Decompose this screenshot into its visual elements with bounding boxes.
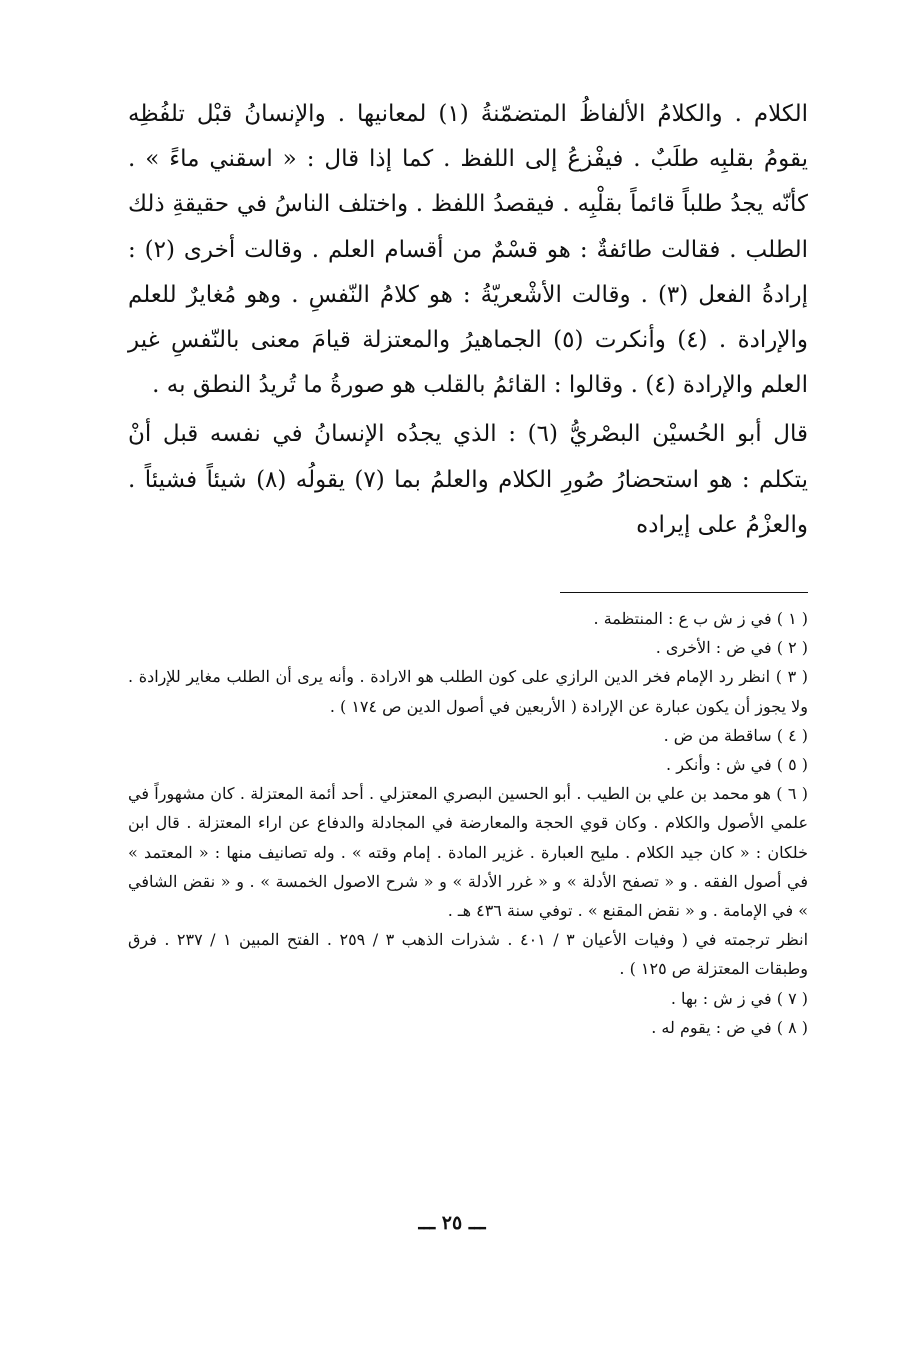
footnote-6: ( ٦ ) هو محمد بن علي بن الطيب . أبو الحسين البصري المعتزلي . أحد أئمة المعتزلة . كان مشهوراً في علمي الأصول والكلام . وكان قوي الحجة والمعارضة في المجادلة والدفاع عن اراء المعتزلة . قال ابن خلكان : « كان جيد الكلام . مليح العبارة . غزير المادة . إمام وقته » . وله تصانيف منها : « المعتمد » في أصول الفقه . و « تصفح الأدلة » و « غرر الأدلة » و « شرح الاصول الخمسة » . و « نقض الشافي » في الإمامة . و « نقض المقنع » . توفي سنة ٤٣٦ هـ . — [128, 784, 809, 921]
footnote-5: ( ٥ ) في ش : وأنكر . — [666, 755, 808, 775]
footnote-3: ( ٣ ) انظر رد الإمام فخر الدين الرازي على كون الطلب هو الارادة . وأنه يرى أن الطلب مغاير للإرادة . ولا يجوز أن يكون عبارة عن الإرادة ( الأربعين في أصول الدين ص ١٧٤ ) . — [128, 667, 809, 716]
footnote-6-references: انظر ترجمته في ( وفيات الأعيان ٣ / ٤٠١ . شذرات الذهب ٣ / ٢٥٩ . الفتح المبين ١ / ٢٣٧ . فرق وطبقات المعتزلة ص ١٢٥ ) . — [128, 930, 809, 979]
footnotes — [128, 604, 808, 1042]
footnote-8: ( ٨ ) في ض : يقوم له . — [651, 1017, 808, 1037]
footnote-1: ( ١ ) في ز ش ب ع : المنتظمة . — [593, 609, 808, 628]
footnote-2: ( ٢ ) في ض : الأخرى . — [655, 638, 808, 658]
footnote-7: ( ٧ ) في ز ش : بها . — [670, 988, 808, 1008]
paragraph-2: قال أبو الحُسيْن البصْريُّ (٦) : الذي يجدُه الإنسانُ في نفسه قبل أنْ يتكلم : هو استحضارُ صُورِ الكلام والعلمُ بما (٧) يقولُه (٨) شيئاً فشيئاً . والعزْمُ على إيراده — [128, 421, 808, 538]
footnote-separator — [560, 592, 808, 593]
paragraph-1: الكلام . والكلامُ الألفاظُ المتضمّنةُ (١) لمعانيها . والإنسانُ قبْل تلفُظِه يقومُ بقلبِه طلَبٌ . فيفْزعُ إلى اللفظ . كما إذا قال : « اسقني ماءً » . كأنّه يجدُ طلباً قائماً بقلْبِه . فيقصدُ اللفظ . واختلف الناسُ في حقيقةِ ذلك الطلب . فقالت طائفةٌ : هو قسْمٌ من أقسام العلم . وقالت أخرى (٢) : إرادةُ الفعل (٣) . وقالت الأشْعريّةُ : هو كلامُ النّفسِ . وهو مُغايرٌ للعلم والإرادة . (٤) وأنكرت (٥) الجماهيرُ والمعتزلة قيامَ معنى بالنّفسِ غير العلم والإرادة (٤) . وقالوا : القائمُ بالقلب هو صورةُ ما تُريدُ النطق به . — [128, 101, 809, 399]
main-text — [128, 92, 808, 548]
page-number: ـــ ٢٥ ـــ — [418, 1212, 486, 1234]
footnote-4: ( ٤ ) ساقطة من ض . — [663, 725, 808, 745]
